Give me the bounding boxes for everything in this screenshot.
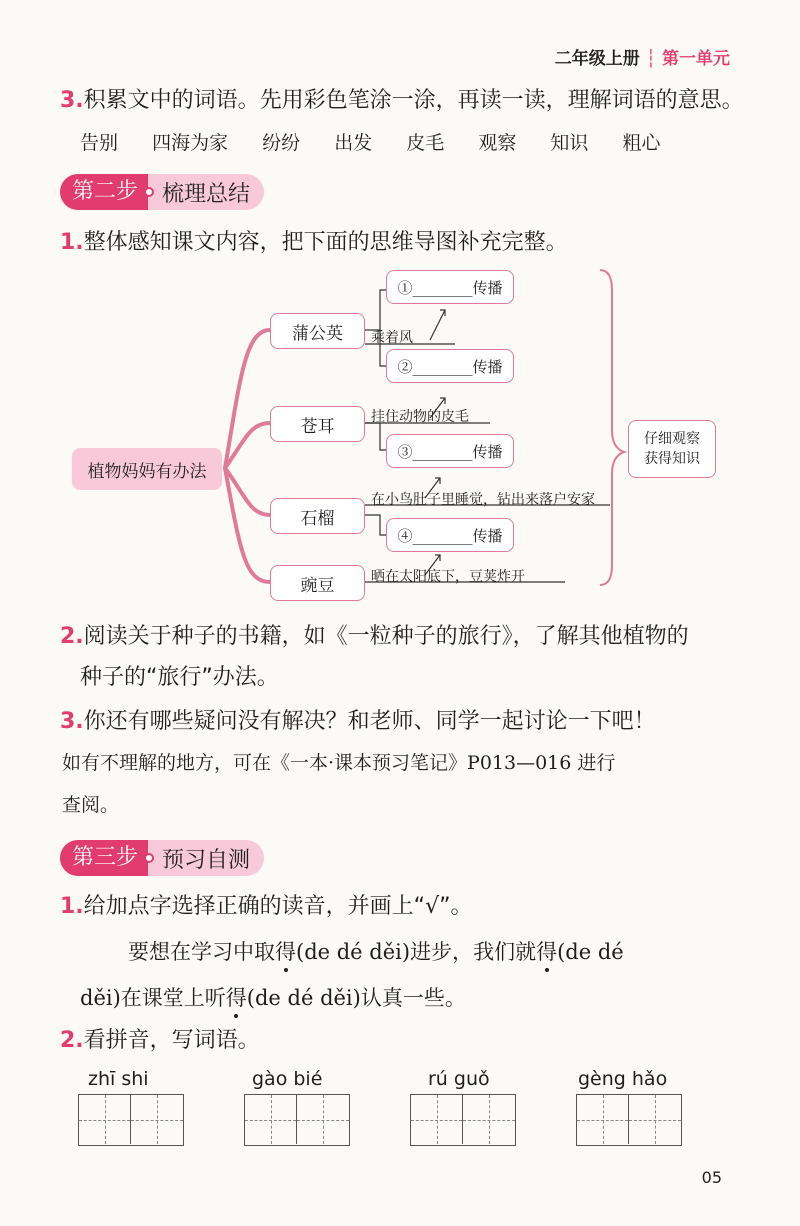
vocab-word: 纷纷 bbox=[262, 132, 301, 154]
step-2-banner bbox=[60, 174, 264, 210]
pinyin-label: zhī shi bbox=[88, 1068, 149, 1090]
pinyin-choice[interactable]: děi)在课堂上听 bbox=[80, 986, 226, 1010]
mind-map-note: 挂住动物的皮毛 bbox=[371, 409, 469, 425]
blank-node-3[interactable]: ③________传播 bbox=[386, 434, 514, 468]
question-number: 3. bbox=[60, 88, 84, 113]
question-number: 1. bbox=[60, 230, 84, 255]
pinyin-label: gèng hǎo bbox=[578, 1068, 668, 1090]
writing-grid-3 bbox=[410, 1068, 516, 1148]
question-2-write-words bbox=[60, 1026, 260, 1056]
step-label: 第三步 bbox=[60, 840, 148, 876]
question-text: 看拼音，写词语。 bbox=[83, 1028, 260, 1053]
mind-map-note: 乘着风 bbox=[371, 330, 413, 346]
plant-node: 豌豆 bbox=[270, 565, 365, 601]
writing-cells[interactable] bbox=[410, 1094, 516, 1146]
writing-cells[interactable] bbox=[576, 1094, 682, 1146]
mind-map-note: 在小鸟肚子里睡觉，钻出来落户安家 bbox=[371, 492, 595, 508]
question-number: 2. bbox=[60, 1028, 84, 1053]
step-3-banner bbox=[60, 840, 264, 876]
mind-map-note: 晒在太阳底下，豆荚炸开 bbox=[371, 569, 525, 585]
vocab-word: 皮毛 bbox=[406, 132, 445, 154]
question-number: 2. bbox=[60, 624, 84, 649]
question-2-reading bbox=[60, 622, 689, 652]
mind-map-root: 植物妈妈有办法 bbox=[72, 448, 222, 490]
writing-cells[interactable] bbox=[244, 1094, 350, 1146]
pinyin-choice[interactable]: (de dé děi)进步，我们就 bbox=[296, 940, 537, 964]
question-3-discuss bbox=[60, 707, 656, 737]
writing-cells[interactable] bbox=[78, 1094, 184, 1146]
vocab-word: 四海为家 bbox=[152, 132, 229, 154]
plant-node: 石榴 bbox=[270, 498, 365, 534]
sentence-text: 要想在学习中取 bbox=[128, 940, 275, 964]
question-2-line-2: 种子的“旅行”办法。 bbox=[80, 665, 279, 690]
bullet-dot-icon bbox=[144, 187, 154, 197]
question-number: 1. bbox=[60, 894, 84, 919]
pinyin-label: rú guǒ bbox=[428, 1068, 490, 1090]
question-text: 整体感知课文内容，把下面的思维导图补充完整。 bbox=[83, 230, 568, 255]
page-number: 05 bbox=[701, 1168, 722, 1187]
dotted-character: 得 bbox=[536, 940, 558, 964]
question-3-vocab bbox=[60, 86, 744, 116]
conclusion-line: 仔细观察 bbox=[644, 431, 700, 447]
question-1-pronunciation bbox=[60, 892, 473, 922]
header-separator: ┆ bbox=[645, 49, 656, 69]
pronunciation-sentence-line-1 bbox=[128, 936, 624, 966]
writing-grid-4 bbox=[576, 1068, 682, 1148]
bullet-dot-icon bbox=[144, 853, 154, 863]
writing-grid-1 bbox=[78, 1068, 184, 1148]
header-grade: 二年级上册 bbox=[554, 49, 640, 69]
plant-node: 苍耳 bbox=[270, 406, 365, 442]
tip-line-2: 查阅。 bbox=[62, 794, 120, 816]
blank-node-1[interactable]: ①________传播 bbox=[386, 270, 514, 304]
question-text: 给加点字选择正确的读音，并画上“√”。 bbox=[83, 894, 473, 919]
question-text: 你还有哪些疑问没有解决？和老师、同学一起讨论一下吧！ bbox=[83, 709, 656, 734]
question-text: 阅读关于种子的书籍，如《一粒种子的旅行》，了解其他植物的 bbox=[83, 624, 689, 649]
step-label: 第二步 bbox=[60, 174, 148, 210]
vocab-word: 观察 bbox=[478, 132, 517, 154]
pinyin-choice[interactable]: (de dé bbox=[557, 940, 624, 964]
pinyin-choice[interactable]: (de dé děi)认真一些。 bbox=[246, 986, 466, 1010]
header-tag bbox=[555, 44, 730, 69]
question-text: 积累文中的词语。先用彩色笔涂一涂，再读一读，理解词语的意思。 bbox=[83, 88, 744, 113]
question-number: 3. bbox=[60, 709, 84, 734]
vocab-word: 告别 bbox=[80, 132, 119, 154]
header-unit: 第一单元 bbox=[662, 49, 730, 69]
dotted-character: 得 bbox=[225, 986, 247, 1010]
writing-grid-2 bbox=[244, 1068, 350, 1148]
dotted-character: 得 bbox=[275, 940, 296, 964]
question-1-mindmap bbox=[60, 228, 568, 258]
tip-line-1: 如有不理解的地方，可在《一本·课本预习笔记》P013—016 进行 bbox=[62, 752, 616, 774]
vocab-word: 出发 bbox=[334, 132, 373, 154]
step-title: 预习自测 bbox=[162, 847, 251, 873]
blank-node-2[interactable]: ②________传播 bbox=[386, 349, 514, 383]
vocab-word-list bbox=[80, 128, 688, 155]
pronunciation-sentence-line-2 bbox=[80, 982, 466, 1012]
step-title: 梳理总结 bbox=[162, 181, 251, 207]
plant-node: 蒲公英 bbox=[270, 313, 365, 349]
vocab-word: 知识 bbox=[550, 132, 589, 154]
blank-node-4[interactable]: ④________传播 bbox=[386, 518, 514, 552]
conclusion-line: 获得知识 bbox=[644, 451, 700, 467]
vocab-word: 粗心 bbox=[622, 132, 661, 154]
pinyin-label: gào bié bbox=[252, 1068, 323, 1090]
mind-map-conclusion bbox=[628, 420, 716, 478]
